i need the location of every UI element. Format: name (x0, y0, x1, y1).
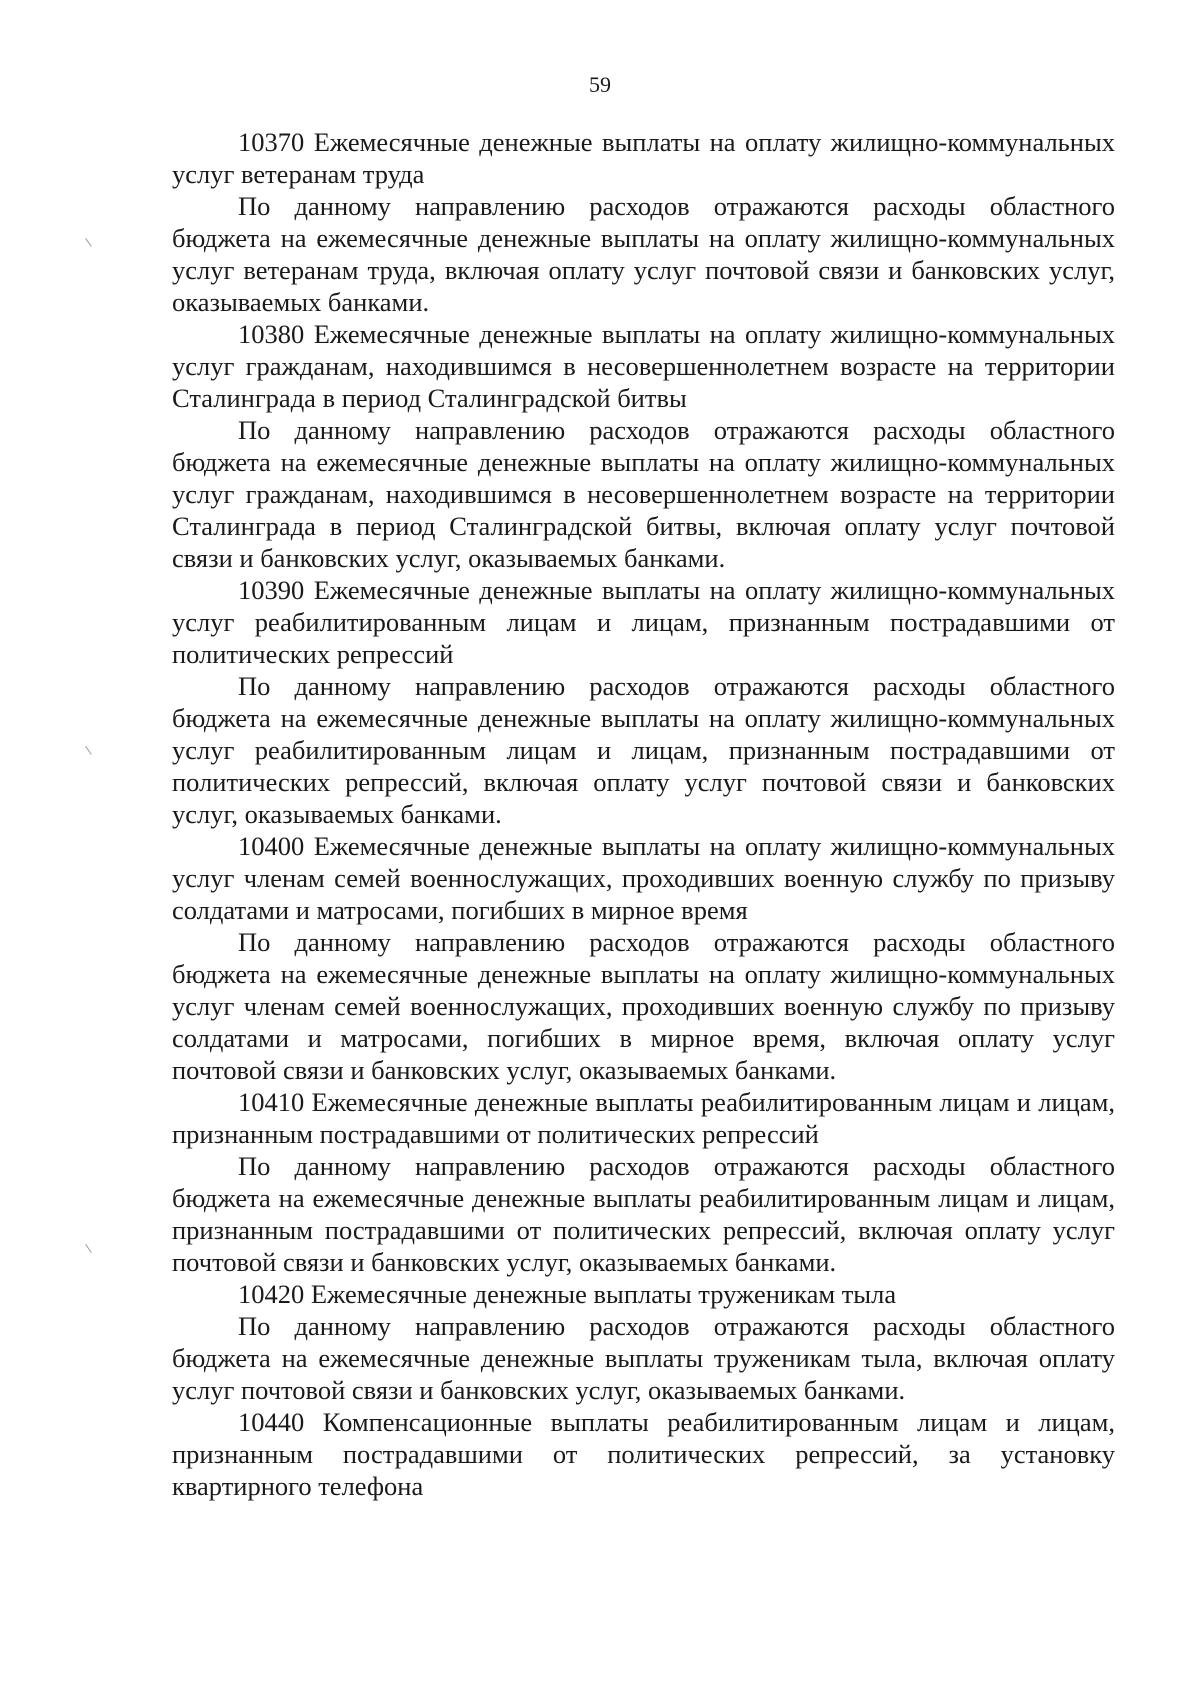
section-heading-10420: 10420 Ежемесячные денежные выплаты труженикам тыла (238, 1279, 897, 1309)
section-heading-10400: 10400 Ежемесячные денежные выплаты на оплату жилищно-коммунальных услуг членам семей военнослужащих, проходивших военную службу по призыву солдатами и матросами, погибших в мирное время (172, 831, 1115, 925)
section-heading-10390: 10390 Ежемесячные денежные выплаты на оплату жилищно-коммунальных услуг реабилитированным лицам и лицам, признанным пострадавшими от политических репрессий (172, 575, 1115, 669)
section-heading-10370: 10370 Ежемесячные денежные выплаты на оплату жилищно-коммунальных услуг ветеранам труда (172, 127, 1115, 189)
section-heading-10410: 10410 Ежемесячные денежные выплаты реабилитированным лицам и лицам, признанным пострадавшими от политических репрессий (172, 1087, 1115, 1149)
section-description-10410: По данному направлению расходов отражаются расходы областного бюджета на ежемесячные денежные выплаты реабилитированным лицам и лицам, признанным пострадавшими от политических репрессий, включая оплату услуг почтовой связи и банковских услуг, оказываемых банками. (172, 1151, 1115, 1277)
section-heading-10440: 10440 Компенсационные выплаты реабилитированным лицам и лицам, признанным пострадавшими от политических репрессий, за установку квартирного телефона (172, 1407, 1115, 1501)
section-description-10370: По данному направлению расходов отражаются расходы областного бюджета на ежемесячные денежные выплаты на оплату жилищно-коммунальных услуг ветеранам труда, включая оплату услуг почтовой связи и банковских услуг, оказываемых банками. (172, 191, 1115, 317)
section-description-10390: По данному направлению расходов отражаются расходы областного бюджета на ежемесячные денежные выплаты на оплату жилищно-коммунальных услуг реабилитированным лицам и лицам, признанным пострадавшими от политических репрессий, включая оплату услуг почтовой связи и банковских услуг, оказываемых банками. (172, 671, 1115, 829)
section-heading-10380: 10380 Ежемесячные денежные выплаты на оплату жилищно-коммунальных услуг гражданам, находившимся в несовершеннолетнем возрасте на территории Сталинграда в период Сталинградской битвы (172, 319, 1115, 413)
scan-mark (86, 238, 94, 252)
section-description-10380: По данному направлению расходов отражаются расходы областного бюджета на ежемесячные денежные выплаты на оплату жилищно-коммунальных услуг гражданам, находившимся в несовершеннолетнем возрасте на территории Сталинграда в период Сталинградской битвы, включая оплату услуг почтовой связи и банковских услуг, оказываемых банками. (172, 415, 1115, 573)
document-body (172, 126, 1115, 1502)
section-description-10420: По данному направлению расходов отражаются расходы областного бюджета на ежемесячные денежные выплаты труженикам тыла, включая оплату услуг почтовой связи и банковских услуг, оказываемых банками. (172, 1311, 1115, 1405)
page-number: 59 (589, 72, 611, 97)
scan-mark (86, 746, 94, 760)
section-description-10400: По данному направлению расходов отражаются расходы областного бюджета на ежемесячные денежные выплаты на оплату жилищно-коммунальных услуг членам семей военнослужащих, проходивших военную службу по призыву солдатами и матросами, погибших в мирное время, включая оплату услуг почтовой связи и банковских услуг, оказываемых банками. (172, 927, 1115, 1085)
scan-mark (86, 1244, 94, 1258)
